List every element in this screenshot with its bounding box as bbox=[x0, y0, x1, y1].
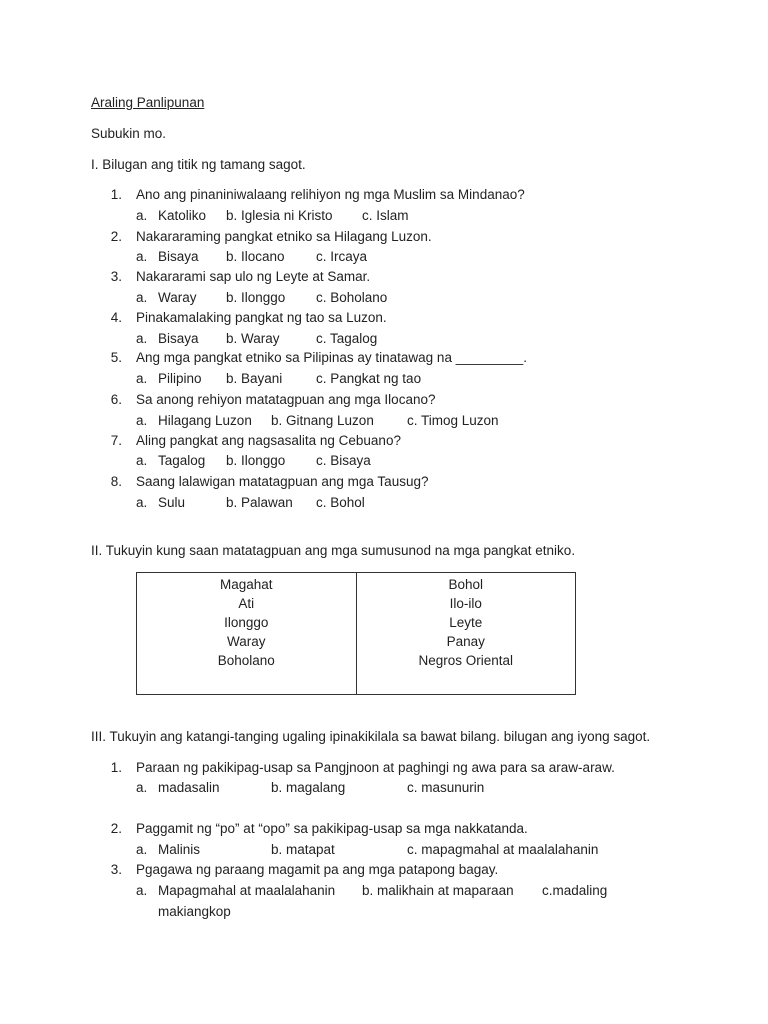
option-continuation: makiangkop bbox=[158, 904, 231, 919]
matching-table bbox=[136, 572, 576, 695]
option-a: Bisaya bbox=[158, 331, 199, 346]
option-c: c. Bisaya bbox=[316, 453, 371, 468]
option-letter: a. bbox=[136, 371, 148, 386]
section3-heading: III. Tukuyin ang katangi-tanging ugaling ipinakikilala sa bawat bilang. bilugan ang iyong sagot. bbox=[91, 729, 651, 744]
question-number: 3. bbox=[110, 862, 122, 877]
option-a: Bisaya bbox=[158, 249, 199, 264]
option-letter: a. bbox=[136, 453, 148, 468]
option-b: b. Palawan bbox=[226, 495, 293, 510]
question-text: Pgagawa ng paraang magamit pa ang mga patapong bagay. bbox=[136, 862, 499, 877]
option-c: c. Boholano bbox=[316, 290, 388, 305]
option-a: Waray bbox=[158, 290, 197, 305]
question-text: Ang mga pangkat etniko sa Pilipinas ay tinatawag na _________. bbox=[136, 350, 528, 365]
question-text: Pinakamalaking pangkat ng tao sa Luzon. bbox=[136, 310, 387, 325]
section2-heading: II. Tukuyin kung saan matatagpuan ang mga sumusunod na mga pangkat etniko. bbox=[91, 543, 576, 558]
option-c: c. mapagmahal at maalalahanin bbox=[407, 842, 599, 857]
ethnic-group: Ilonggo bbox=[224, 615, 269, 630]
option-a: madasalin bbox=[158, 780, 220, 795]
option-letter: a. bbox=[136, 842, 148, 857]
option-c: c. Ircaya bbox=[316, 249, 368, 264]
option-letter: a. bbox=[136, 780, 148, 795]
option-letter: a. bbox=[136, 249, 148, 264]
ethnic-groups-column bbox=[137, 573, 357, 695]
option-letter: a. bbox=[136, 331, 148, 346]
section1-heading: I. Bilugan ang titik ng tamang sagot. bbox=[91, 157, 306, 172]
option-c: c. Pangkat ng tao bbox=[316, 371, 422, 386]
option-b: b. matapat bbox=[271, 842, 335, 857]
question-text: Paraan ng pakikipag-usap sa Pangjnoon at paghingi ng awa para sa araw-araw. bbox=[136, 760, 615, 775]
question-number: 7. bbox=[110, 433, 122, 448]
question-number: 1. bbox=[110, 187, 122, 202]
ethnic-group: Magahat bbox=[219, 577, 273, 592]
question-number: 6. bbox=[110, 392, 122, 407]
location: Ilo-ilo bbox=[449, 596, 482, 611]
option-b: b. Ilocano bbox=[226, 249, 285, 264]
ethnic-group: Ati bbox=[238, 596, 255, 611]
location: Panay bbox=[446, 634, 485, 649]
question-text: Saang lalawigan matatagpuan ang mga Tausug? bbox=[136, 474, 429, 489]
question-text: Sa anong rehiyon matatagpuan ang mga Ilocano? bbox=[136, 392, 436, 407]
option-b: b. malikhain at maparaan bbox=[362, 883, 514, 898]
option-b: b. Gitnang Luzon bbox=[271, 413, 374, 428]
option-a: Malinis bbox=[158, 842, 201, 857]
option-a: Hilagang Luzon bbox=[158, 413, 252, 428]
question-number: 1. bbox=[110, 760, 122, 775]
option-a: Katoliko bbox=[158, 208, 207, 223]
option-a: Pilipino bbox=[158, 371, 202, 386]
option-c: c.madaling bbox=[542, 883, 608, 898]
option-b: b. Bayani bbox=[226, 371, 283, 386]
question-text: Aling pangkat ang nagsasalita ng Cebuano? bbox=[136, 433, 401, 448]
location: Negros Oriental bbox=[418, 653, 514, 668]
question-number: 2. bbox=[110, 229, 122, 244]
option-a: Sulu bbox=[158, 495, 186, 510]
question-text: Ano ang pinaniniwalaang relihiyon ng mga Muslim sa Mindanao? bbox=[136, 187, 525, 202]
question-text: Paggamit ng “po” at “opo” sa pakikipag-usap sa mga nakkatanda. bbox=[136, 821, 528, 836]
option-c: c. Bohol bbox=[316, 495, 365, 510]
question-number: 5. bbox=[110, 350, 122, 365]
option-letter: a. bbox=[136, 883, 148, 898]
option-b: b. Ilonggo bbox=[226, 453, 286, 468]
option-b: b. Iglesia ni Kristo bbox=[226, 208, 333, 223]
question-text: Nakararami sap ulo ng Leyte at Samar. bbox=[136, 269, 371, 284]
option-c: c. Islam bbox=[362, 208, 409, 223]
intro-text: Subukin mo. bbox=[91, 126, 167, 141]
option-letter: a. bbox=[136, 413, 148, 428]
option-letter: a. bbox=[136, 495, 148, 510]
question-number: 3. bbox=[110, 269, 122, 284]
option-c: c. masunurin bbox=[407, 780, 485, 795]
ethnic-group: Boholano bbox=[217, 653, 275, 668]
question-text: Nakararaming pangkat etniko sa Hilagang Luzon. bbox=[136, 229, 432, 244]
option-a: Tagalog bbox=[158, 453, 206, 468]
option-b: b. magalang bbox=[271, 780, 346, 795]
document-title: Araling Panlipunan bbox=[91, 95, 205, 110]
ethnic-group: Waray bbox=[226, 634, 266, 649]
location: Bohol bbox=[448, 577, 484, 592]
question-number: 8. bbox=[110, 474, 122, 489]
question-number: 4. bbox=[110, 310, 122, 325]
option-c: c. Timog Luzon bbox=[407, 413, 499, 428]
location: Leyte bbox=[449, 615, 483, 630]
question-number: 2. bbox=[110, 821, 122, 836]
option-letter: a. bbox=[136, 208, 148, 223]
option-a: Mapagmahal at maalalahanin bbox=[158, 883, 336, 898]
option-b: b. Waray bbox=[226, 331, 280, 346]
option-letter: a. bbox=[136, 290, 148, 305]
option-c: c. Tagalog bbox=[316, 331, 378, 346]
locations-column bbox=[356, 573, 576, 695]
option-b: b. Ilonggo bbox=[226, 290, 286, 305]
